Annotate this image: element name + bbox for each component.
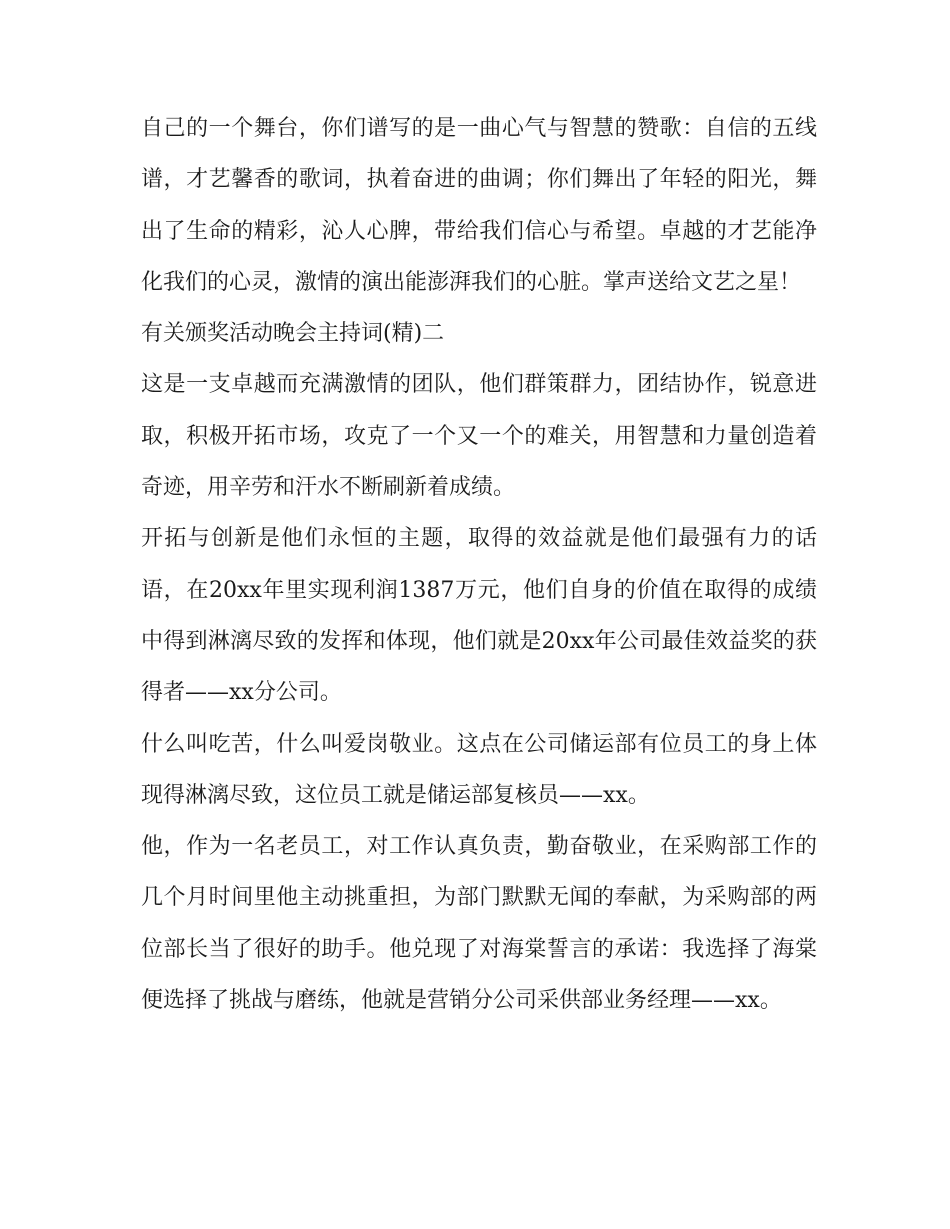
paragraph-profit-award: 开拓与创新是他们永恒的主题，取得的效益就是他们最强有力的话语，在20xx年里实现利润1387万元，他们自身的价值在取得的成绩中得到淋漓尽致的发挥和体现，他们就是20xx年公司最佳效益奖的获得者——xx分公司。 [141, 526, 817, 706]
paragraph-team: 这是一支卓越而充满激情的团队，他们群策群力，团结协作，锐意进取，积极开拓市场，攻克了一个又一个的难关，用智慧和力量创造着奇迹，用辛劳和汗水不断刷新着成绩。 [141, 372, 817, 501]
paragraph-dedication: 什么叫吃苦，什么叫爱岗敬业。这点在公司储运部有位员工的身上体现得淋漓尽致，这位员工就是储运部复核员——xx。 [141, 731, 817, 808]
document-body [141, 103, 817, 1026]
paragraph-veteran-employee: 他，作为一名老员工，对工作认真负责，勤奋敬业，在采购部工作的几个月时间里他主动挑重担，为部门默默无闻的奉献，为采购部的两位部长当了很好的助手。他兑现了对海棠誓言的承诺：我选择了海棠便选择了挑战与磨练，他就是营销分公司采供部业务经理——xx。 [141, 834, 817, 1014]
paragraph-art-star: 自己的一个舞台，你们谱写的是一曲心气与智慧的赞歌：自信的五线谱，才艺馨香的歌词，执着奋进的曲调；你们舞出了年轻的阳光，舞出了生命的精彩，沁人心脾，带给我们信心与希望。卓越的才艺能净化我们的心灵，激情的演出能澎湃我们的心脏。掌声送给文艺之星！ [141, 116, 817, 295]
section-heading: 有关颁奖活动晚会主持词(精)二 [141, 321, 445, 347]
